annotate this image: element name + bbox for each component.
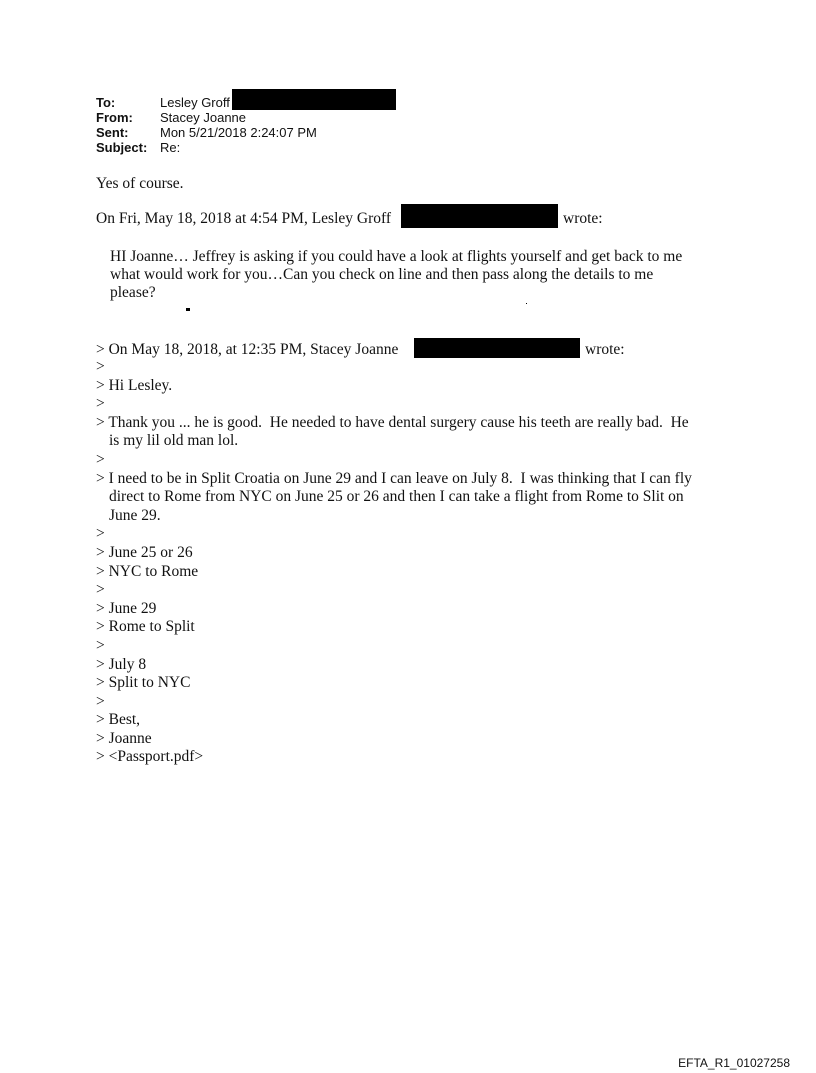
quote-line: > June 29 [96, 599, 157, 617]
quote-line: > Best, [96, 711, 141, 729]
subject-label: Subject: [96, 140, 148, 155]
to-value: Lesley Groff [160, 95, 230, 110]
quote-line: > June 25 or 26 [96, 543, 193, 561]
subject-value: Re: [160, 140, 181, 155]
quote-line: > Joanne [96, 729, 152, 747]
quote-intro-line [96, 341, 398, 359]
intro-prefix: On Fri, May 18, 2018 at 4:54 PM, Lesley Groff [96, 210, 392, 227]
quote-intro-prefix: > On May 18, 2018, at 12:35 PM, Stacey Joanne [96, 341, 399, 358]
quote-line: > July 8 [96, 655, 147, 673]
intro-suffix: wrote: [563, 210, 603, 227]
quote-line: > [96, 636, 105, 654]
quote-line: > [96, 581, 105, 599]
quote-line: > Rome to Split [96, 618, 195, 636]
document-id: EFTA_R1_01027258 [678, 1056, 790, 1070]
quote-line: is my lil old man lol. [109, 432, 239, 450]
stray-mark [186, 308, 190, 311]
quote-intro-suffix: wrote: [585, 341, 625, 358]
from-value: Stacey Joanne [160, 110, 247, 125]
request-line: what would work for you…Can you check on line and then pass along the details to me [110, 266, 654, 283]
quoted-message [96, 358, 736, 767]
request-line: HI Joanne… Jeffrey is asking if you could have a look at flights yourself and get back to me [110, 248, 683, 265]
quote-line: > NYC to Rome [96, 562, 199, 580]
quote-line: > Thank you ... he is good. He needed to have dental surgery cause his teeth are really bad. He [96, 413, 689, 431]
from-label: From: [96, 110, 133, 125]
reply-text: Yes of course. [96, 175, 184, 192]
quote-line: > Hi Lesley. [96, 376, 173, 394]
quote-line: > [96, 395, 105, 413]
redaction-box [414, 338, 580, 358]
quote-line: > [96, 358, 105, 375]
quote-line: > I need to be in Split Croatia on June 29 and I can leave on July 8. I was thinking that I can fly [96, 469, 692, 487]
stray-mark [526, 303, 527, 304]
quote-line: > Split to NYC [96, 674, 191, 692]
to-label: To: [96, 95, 116, 110]
quote-line: > [96, 692, 105, 710]
intro-line [96, 210, 391, 228]
request-line: please? [110, 284, 156, 301]
sent-value: Mon 5/21/2018 2:24:07 PM [160, 125, 317, 140]
quote-line: > [96, 525, 105, 543]
redaction-box [401, 204, 558, 228]
sent-label: Sent: [96, 125, 129, 140]
quote-line: > <Passport.pdf> [96, 748, 204, 766]
quote-line: June 29. [109, 506, 161, 524]
quote-line: direct to Rome from NYC on June 25 or 26 and then I can take a flight from Rome to Slit on [109, 488, 684, 506]
redaction-box [232, 89, 396, 110]
quote-line: > [96, 450, 105, 468]
